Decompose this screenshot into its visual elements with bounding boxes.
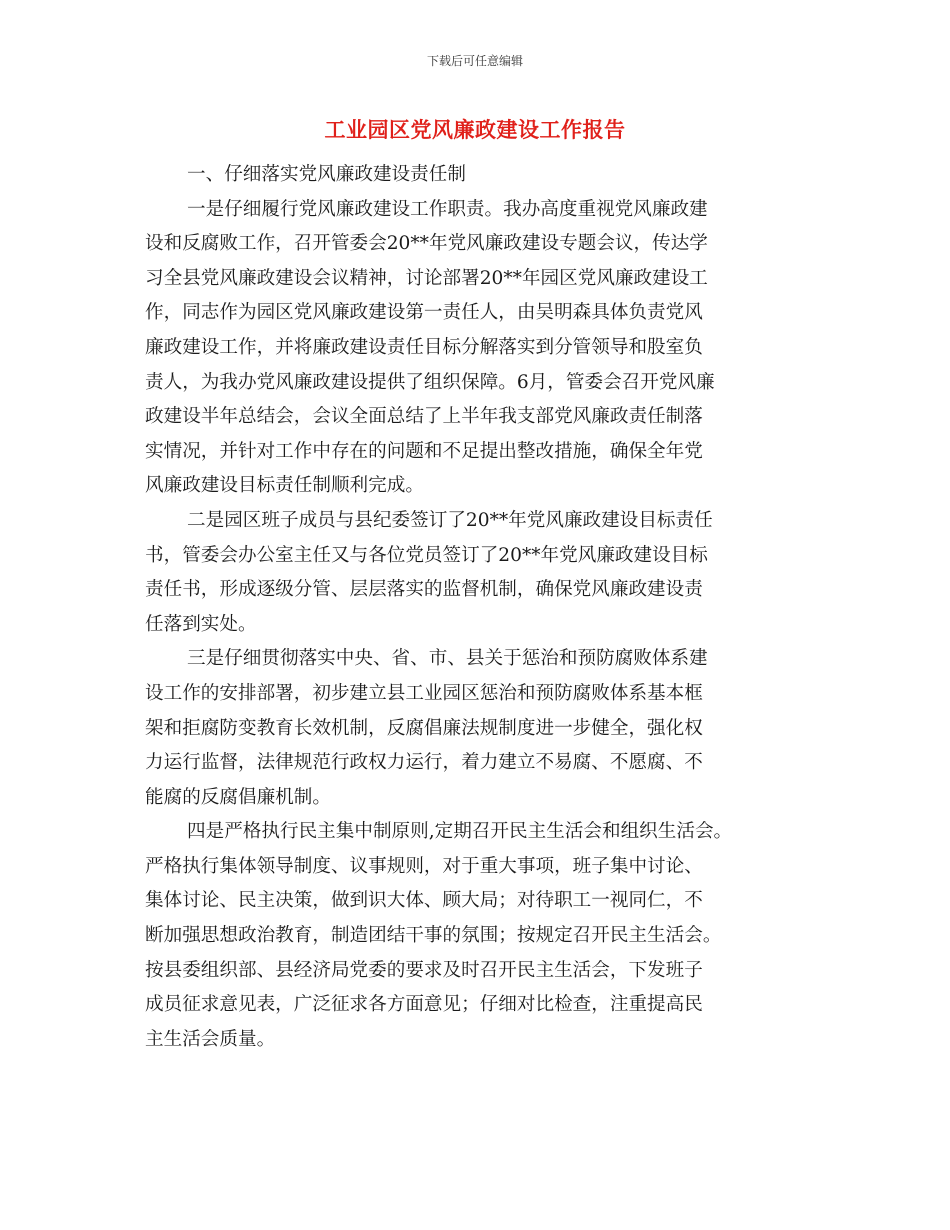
text-line: 作，同志作为园区党风廉政建设第一责任人，由吴明森具体负责党风 [145, 302, 703, 324]
text-line: 集体讨论、民主决策，做到识大体、顾大局；对待职工一视同仁，不 [145, 890, 703, 912]
text-line: 力运行监督，法律规范行政权力运行，着力建立不易腐、不愿腐、不 [145, 752, 703, 774]
text-line: 实情况，并针对工作中存在的问题和不足提出整改措施，确保全年党 [145, 440, 703, 462]
text-line: 四是严格执行民主集中制原则,定期召开民主生活会和组织生活会。 [187, 821, 733, 843]
text-line: 二是园区班子成员与县纪委签订了20**年党风廉政建设目标责任 [187, 509, 713, 531]
text-line: 断加强思想政治教育，制造团结干事的氛围；按规定召开民主生活会。 [145, 925, 722, 947]
text-line: 书，管委会办公室主任又与各位党员签订了20**年党风廉政建设目标 [145, 544, 708, 566]
text-line: 按县委组织部、县经济局党委的要求及时召开民主生活会，下发班子 [145, 959, 703, 981]
text-line: 能腐的反腐倡廉机制。 [145, 786, 331, 808]
text-line: 设和反腐败工作，召开管委会20**年党风廉政建设专题会议，传达学 [145, 233, 708, 255]
text-line: 严格执行集体领导制度、议事规则，对于重大事项，班子集中讨论、 [145, 855, 703, 877]
text-line: 责人，为我办党风廉政建设提供了组织保障。6月，管委会召开党风廉 [145, 371, 715, 393]
text-line: 设工作的安排部署，初步建立县工业园区惩治和预防腐败体系基本框 [145, 682, 703, 704]
text-line: 成员征求意见表，广泛征求各方面意见；仔细对比检查，注重提高民 [145, 994, 703, 1016]
document-body [145, 158, 835, 1057]
text-line: 架和拒腐防变教育长效机制，反腐倡廉法规制度进一步健全，强化权 [145, 717, 703, 739]
text-line: 主生活会质量。 [145, 1028, 276, 1050]
text-line: 政建设半年总结会，会议全面总结了上半年我支部党风廉政责任制落 [145, 406, 703, 428]
text-line: 廉政建设工作，并将廉政建设责任目标分解落实到分管领导和股室负 [145, 336, 703, 358]
text-line: 习全县党风廉政建设会议精神，讨论部署20**年园区党风廉政建设工 [145, 267, 708, 289]
text-line: 风廉政建设目标责任制顺利完成。 [145, 475, 424, 497]
document-title: 工业园区党风廉政建设工作报告 [324, 117, 626, 142]
text-line: 责任书，形成逐级分管、层层落实的监督机制，确保党风廉政建设责 [145, 579, 703, 601]
text-line: 一、仔细落实党风廉政建设责任制 [187, 164, 466, 185]
text-line: 一是仔细履行党风廉政建设工作职责。我办高度重视党风廉政建 [187, 198, 708, 220]
header-note: 下载后可任意编辑 [426, 54, 523, 68]
text-line: 三是仔细贯彻落实中央、省、市、县关于惩治和预防腐败体系建 [187, 648, 708, 670]
text-line: 任落到实处。 [145, 613, 257, 635]
